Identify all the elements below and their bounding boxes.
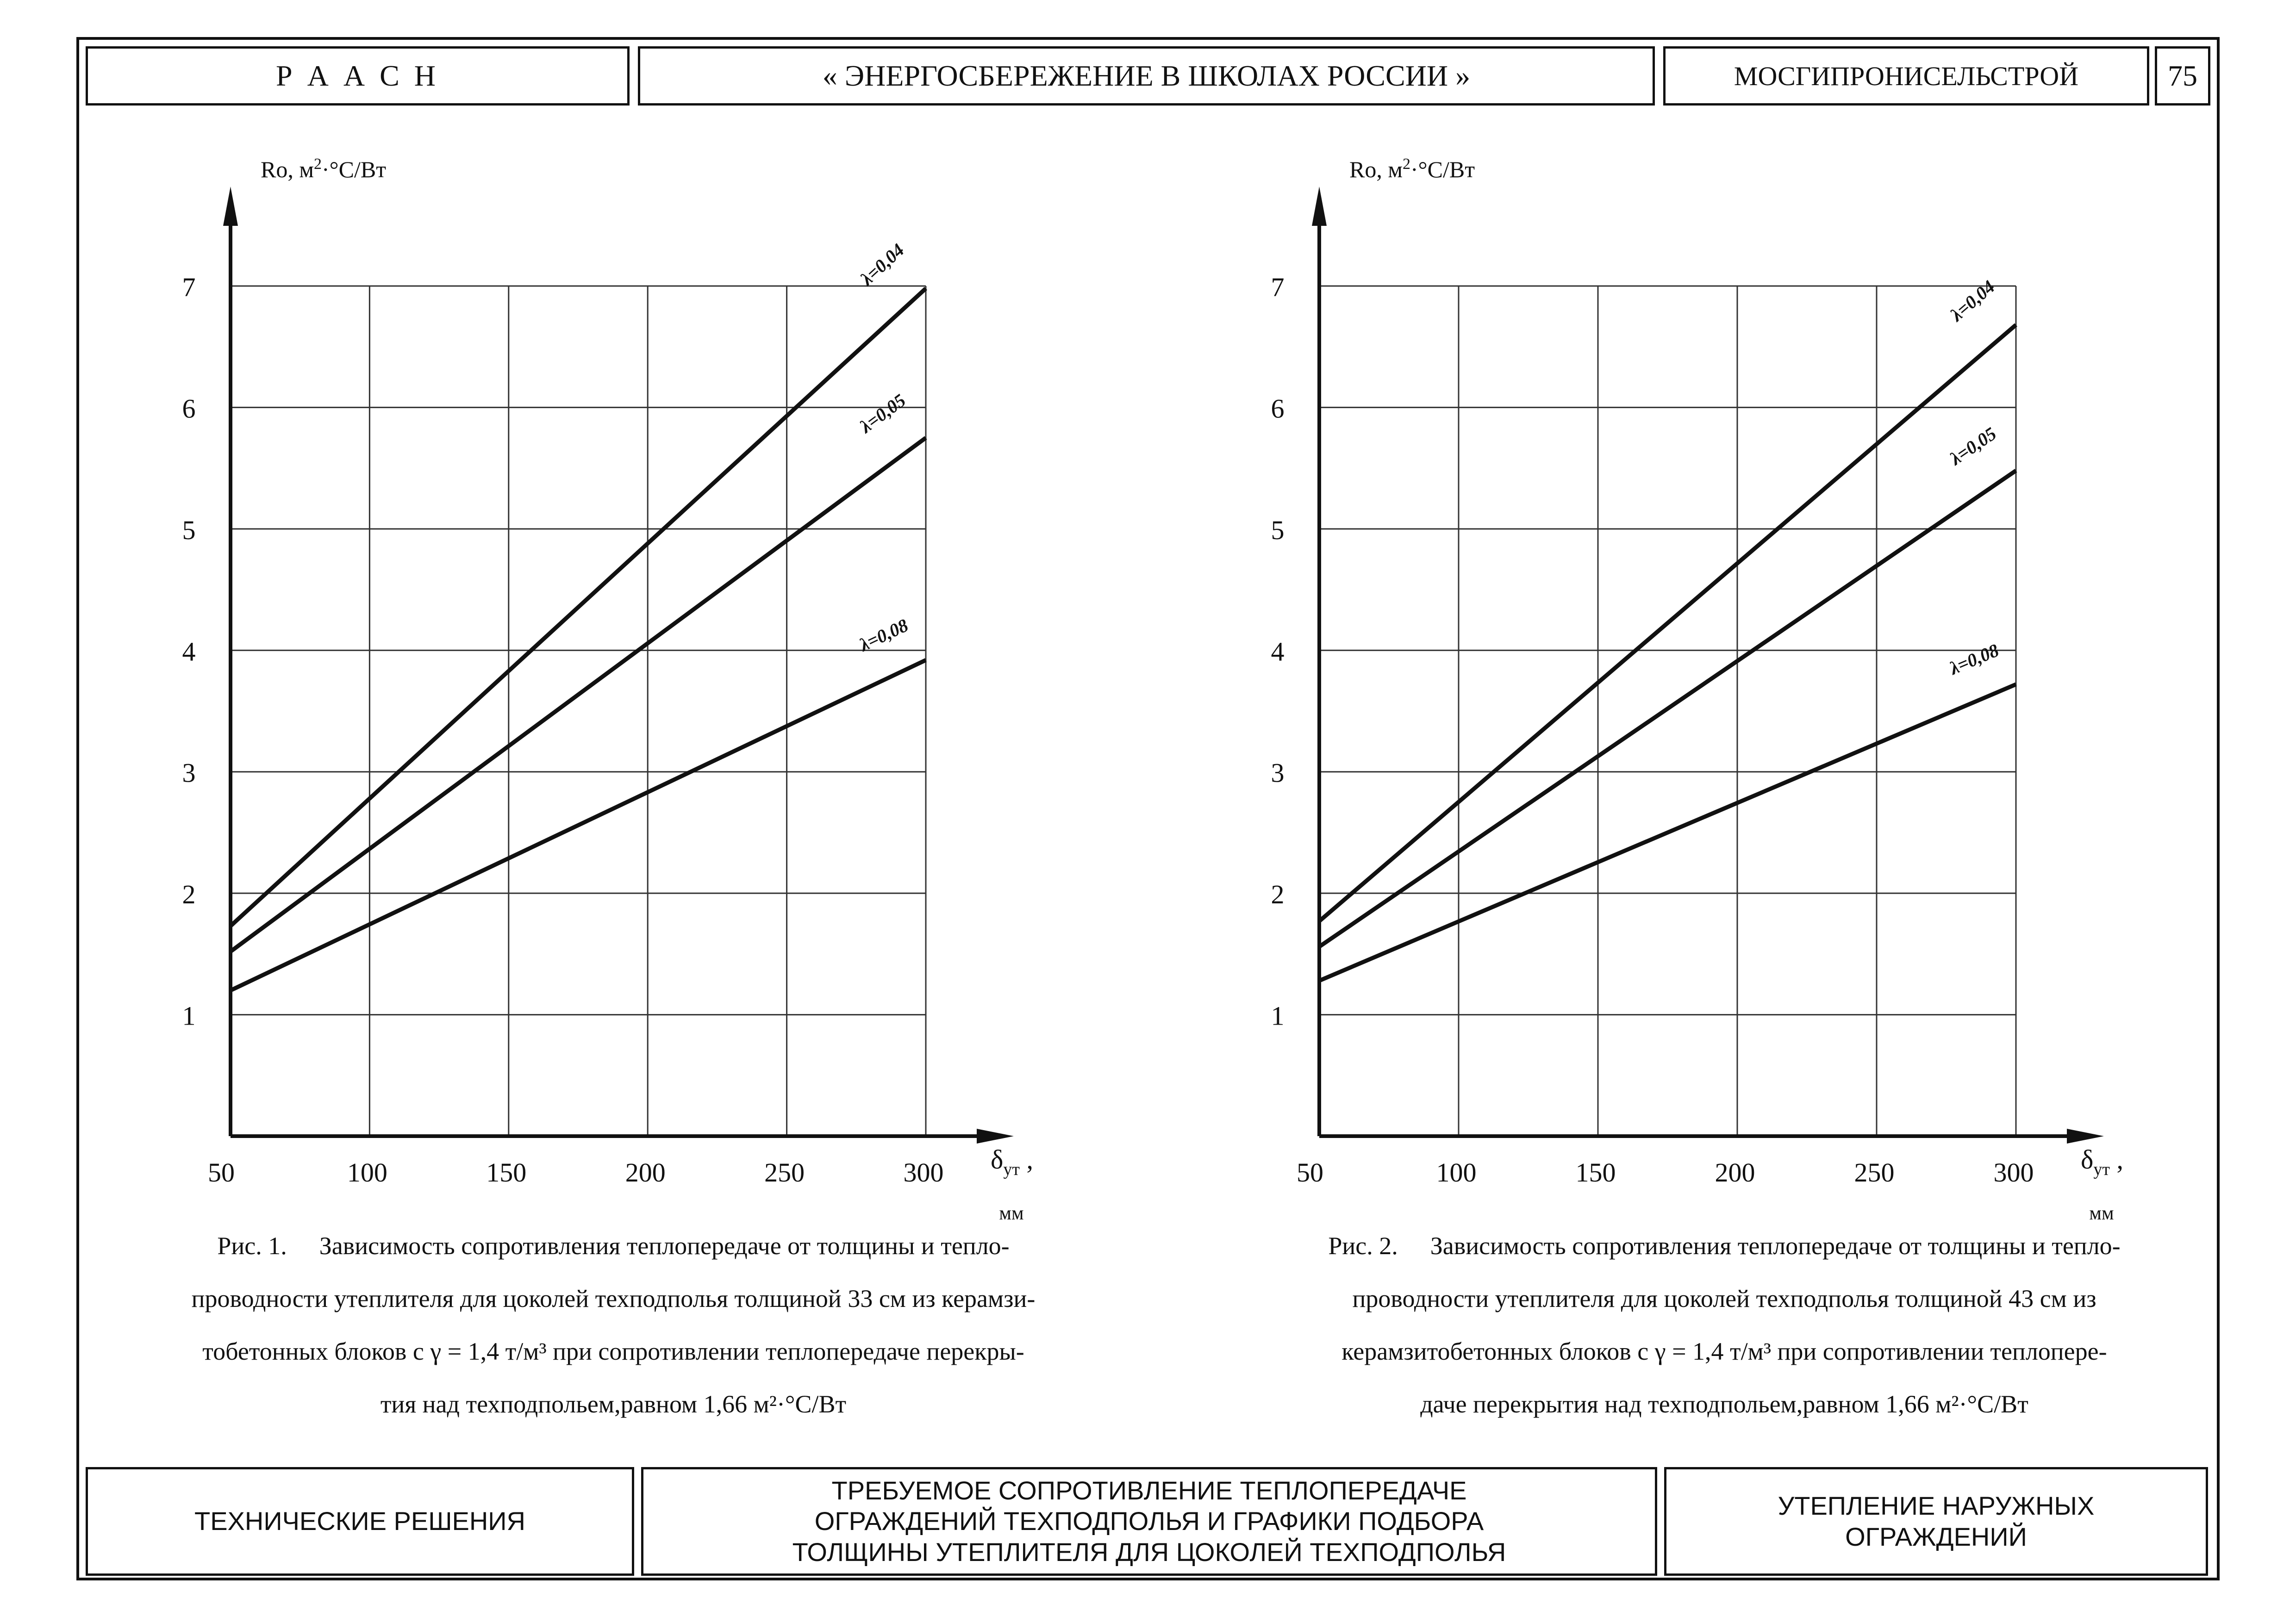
chart1-series-label-3: λ=0,08 (856, 615, 911, 656)
chart1-series-line-2 (231, 438, 926, 951)
chart2-y-tick-label: 3 (1271, 758, 1285, 788)
caption-fig2-label: Рис. 2. (1328, 1232, 1398, 1260)
caption-fig1-line2: проводности утеплителя для цоколей техподполья толщиной 33 см из керамзи- (191, 1285, 1036, 1312)
caption-fig1-label: Рис. 1. (217, 1232, 287, 1260)
chart1-x-unit-label: мм (999, 1203, 1024, 1224)
chart1-x-axis-arrow (977, 1129, 1014, 1144)
chart2-y-tick-label: 5 (1271, 515, 1285, 545)
footer-right (1664, 1467, 2208, 1576)
caption-fig2-line3: керамзитобетонных блоков с γ = 1,4 т/м³ при сопротивлении теплопере- (1341, 1337, 2107, 1365)
chart1-series-label-1: λ=0,04 (856, 239, 908, 290)
footer-right-line2: ОГРАЖДЕНИЙ (1845, 1522, 2027, 1551)
caption-fig1-line1: Зависимость сопротивления теплопередаче от толщины и тепло- (319, 1232, 1010, 1260)
chart2-x-axis-arrow (2067, 1129, 2104, 1144)
chart2-series-line-2 (1319, 471, 2016, 947)
chart1-y-tick-label: 5 (182, 515, 196, 545)
chart1-y-tick-label: 3 (182, 758, 196, 788)
chart2-y-tick-label: 1 (1271, 1001, 1285, 1031)
chart2-series-label-1: λ=0,04 (1946, 276, 1999, 325)
header-institute-text: МОСГИПРОНИСЕЛЬСТРОЙ (1734, 61, 2079, 91)
caption-fig1-line4: тия над техподпольем,равном 1,66 м²·°С/Вт (380, 1390, 847, 1418)
caption-fig2-line4: даче перекрытия над техподпольем,равном 1,66 м²·°С/Вт (1420, 1390, 2028, 1418)
chart1-series-line-3 (231, 660, 926, 990)
footer-center (641, 1467, 1657, 1576)
chart1-y-tick-label: 2 (182, 879, 196, 910)
chart2-y-tick-label: 2 (1271, 879, 1285, 910)
chart2-series-label-2: λ=0,05 (1946, 423, 2000, 469)
chart2-x-tick-label: 100 (1436, 1157, 1477, 1188)
chart2-y-axis-arrow (1312, 187, 1327, 226)
header-org-text: Р А А С Н (276, 59, 439, 92)
footer-center-line3: ТОЛЩИНЫ УТЕПЛИТЕЛЯ ДЛЯ ЦОКОЛЕЙ ТЕХПОДПОЛЬЯ (792, 1537, 1506, 1567)
chart1-x-tick-label: 300 (903, 1157, 944, 1188)
caption-fig2-line1: Зависимость сопротивления теплопередаче от толщины и тепло- (1430, 1232, 2121, 1260)
chart1-x-tick-label: 100 (347, 1157, 387, 1188)
caption-fig2-line2: проводности утеплителя для цоколей техподполья толщиной 43 см из (1352, 1285, 2096, 1312)
footer-right-line1: УТЕПЛЕНИЕ НАРУЖНЫХ (1778, 1491, 2095, 1521)
chart1-x-tick-label: 250 (764, 1157, 805, 1188)
chart2-x-tick-label: 300 (1993, 1157, 2034, 1188)
footer-center-line1: ТРЕБУЕМОЕ СОПРОТИВЛЕНИЕ ТЕПЛОПЕРЕДАЧЕ (831, 1476, 1467, 1505)
chart1-y-axis-arrow (223, 187, 238, 226)
footer-left-text: ТЕХНИЧЕСКИЕ РЕШЕНИЯ (194, 1506, 525, 1536)
chart1-x-tick-label: 200 (625, 1157, 666, 1188)
chart2-x-unit-label: мм (2089, 1203, 2114, 1224)
chart1-y-tick-label: 6 (182, 393, 196, 424)
chart1-x-axis-label: $\delta_{ут}$ , (991, 1144, 1033, 1179)
caption-fig1 (153, 1219, 1074, 1430)
caption-fig1-line3: тобетонных блоков с γ = 1,4 т/м³ при сопротивлении теплопередаче перекры- (202, 1337, 1024, 1365)
chart1-series-line-1 (231, 288, 926, 926)
header-title-text: « ЭНЕРГОСБЕРЕЖЕНИЕ В ШКОЛАХ РОССИИ » (822, 59, 1471, 92)
chart2-y-axis-label: Ro, $м^2\cdot^\circ С/Вт$ (1349, 155, 1475, 182)
chart2-x-tick-label: 150 (1575, 1157, 1616, 1188)
chart2-y-tick-label: 7 (1271, 272, 1285, 302)
chart2-y-tick-label: 6 (1271, 393, 1285, 424)
chart2-y-tick-label: 4 (1271, 636, 1285, 667)
caption-fig2 (1264, 1219, 2185, 1430)
chart1-y-tick-label: 4 (182, 636, 196, 667)
chart1-series-label-2: λ=0,05 (856, 390, 910, 437)
chart1-y-tick-label: 1 (182, 1001, 196, 1031)
page-number-text: 75 (2168, 59, 2197, 92)
chart1-y-axis-label: Ro, $м^2\cdot^\circ С/Вт$ (261, 155, 387, 182)
chart1-y-tick-label: 7 (182, 272, 196, 302)
chart1-x-tick-label: 150 (486, 1157, 527, 1188)
chart2-x-tick-label: 250 (1854, 1157, 1895, 1188)
footer-center-line2: ОГРАЖДЕНИЙ ТЕХПОДПОЛЬЯ И ГРАФИКИ ПОДБОРА (814, 1506, 1484, 1536)
chart2-x-tick-label: 50 (1297, 1157, 1323, 1188)
chart1-x-tick-label: 50 (208, 1157, 235, 1188)
chart2-x-axis-label: $\delta_{ут}$ , (2081, 1144, 2123, 1179)
chart2-x-tick-label: 200 (1715, 1157, 1755, 1188)
footer-left (86, 1467, 634, 1576)
chart2-series-label-3: λ=0,08 (1947, 640, 2002, 679)
